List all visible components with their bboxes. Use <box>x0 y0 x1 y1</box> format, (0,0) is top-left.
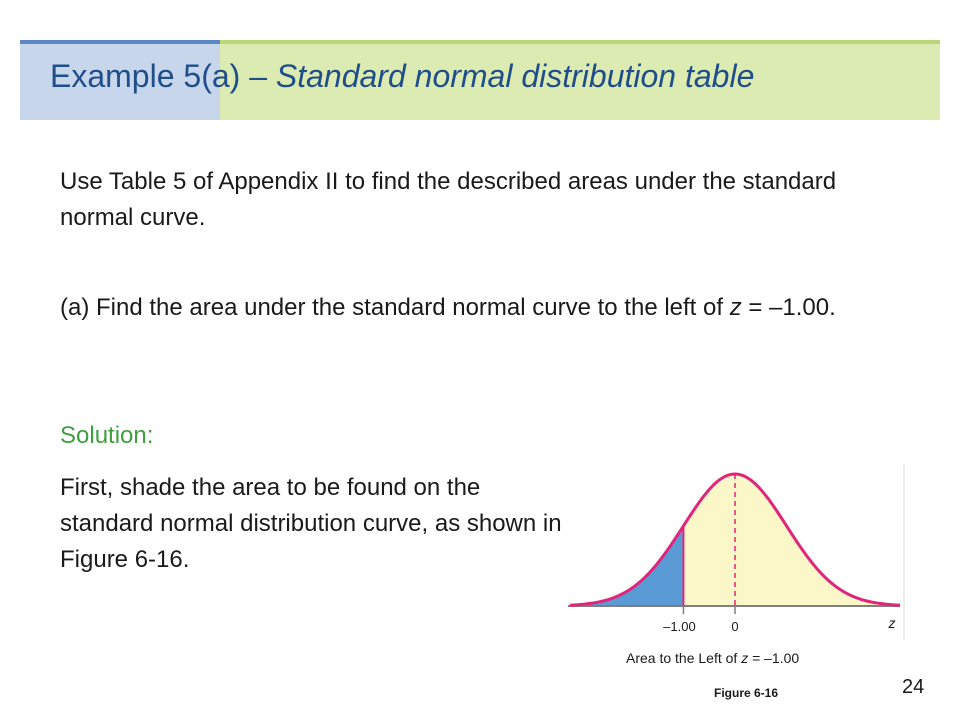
tick-label-neg1: –1.00 <box>663 619 696 634</box>
axis-variable-label: z <box>888 615 896 631</box>
caption-prefix: Area to the Left of <box>626 650 742 666</box>
tick-label-zero: 0 <box>731 619 739 634</box>
solution-paragraph: First, shade the area to be found on the standard normal distribution curve, as shown in Figure 6-16. <box>60 474 562 573</box>
page-number: 24 <box>902 676 925 698</box>
title-main: Example 5(a) – <box>50 58 276 94</box>
solution-label: Solution: <box>60 422 154 449</box>
part-a-paragraph <box>60 290 920 326</box>
caption-variable: z <box>741 650 749 666</box>
figure-label: Figure 6-16 <box>714 686 779 700</box>
part-a-variable: z <box>729 294 742 321</box>
caption-suffix: = –1.00 <box>748 650 800 666</box>
part-a-prefix: (a) Find the area under the standard normal curve to the left of <box>60 294 730 321</box>
slide-title <box>50 58 754 95</box>
figure-caption <box>626 650 799 666</box>
normal-curve-svg <box>566 464 906 640</box>
title-italic: Standard normal distribution table <box>275 58 755 94</box>
part-a-suffix: = –1.00. <box>741 294 836 321</box>
intro-paragraph: Use Table 5 of Appendix II to find the described areas under the standard normal curve. <box>60 168 837 231</box>
normal-curve-figure <box>566 464 906 640</box>
